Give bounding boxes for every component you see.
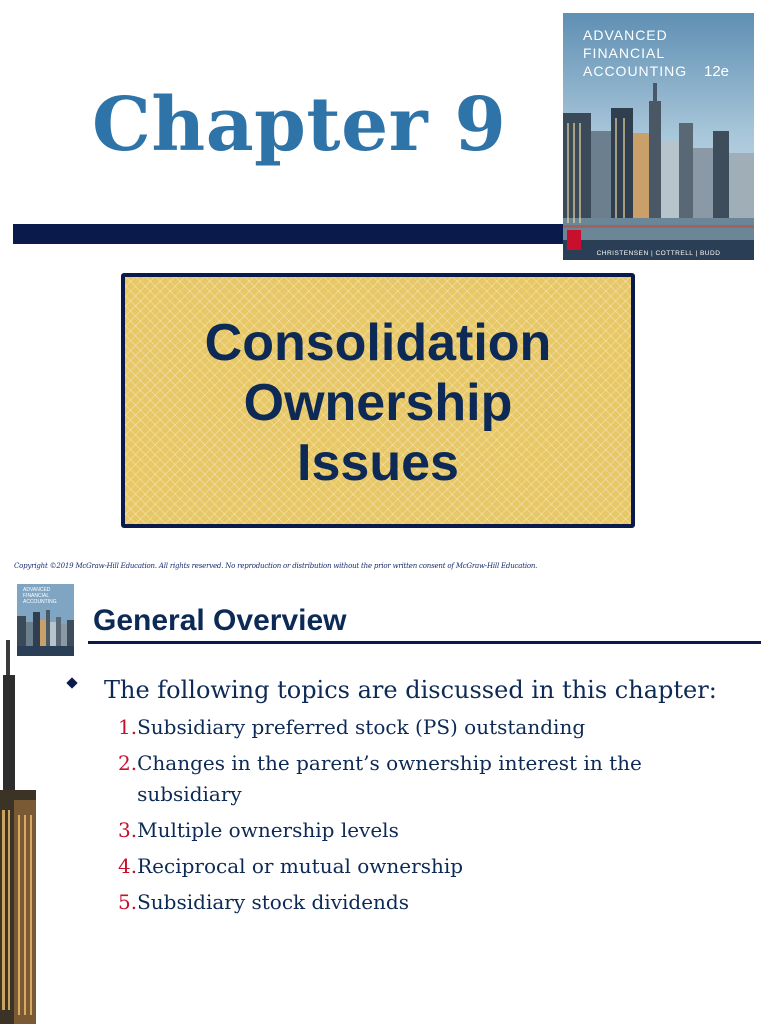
topic-item [118,851,718,882]
book-cover-thumbnail [17,584,74,656]
topic-number: 3. [118,818,138,842]
chapter-topic-title [125,313,631,493]
topic-item [118,712,718,743]
chapter-topic-line: Ownership [243,374,513,432]
topic-text: Changes in the parent’s ownership interest in the subsidiary [137,751,642,806]
cover-authors: CHRISTENSEN | COTTRELL | BUDD [596,250,721,257]
chapter-topic-line: Consolidation [204,314,552,372]
chapter-topic-line: Issues [297,434,459,492]
topic-item [118,887,718,918]
book-cover-image [563,13,754,260]
topic-text: Reciprocal or mutual ownership [137,854,464,878]
chapter-title: Chapter 9 [92,82,507,168]
topic-text: Subsidiary stock dividends [137,890,409,914]
topic-text: Multiple ownership levels [137,818,399,842]
thumbnail-title: ADVANCED FINANCIAL ACCOUNTING [23,587,57,605]
topic-list [118,712,718,923]
title-divider [13,224,573,244]
topic-number: 2. [118,751,138,775]
cover-edition: 12e [704,63,730,80]
topic-number: 1. [118,715,138,739]
chapter-topic-box [121,273,635,528]
section-title: General Overview [93,604,347,637]
topic-item [118,815,718,846]
intro-text: The following topics are discussed in this chapter: [104,676,717,704]
publisher-logo [567,230,581,250]
topic-number: 5. [118,890,138,914]
cover-title: ADVANCED FINANCIAL ACCOUNTING [583,27,688,79]
diamond-bullet-icon [66,677,77,688]
topic-text: Subsidiary preferred stock (PS) outstanding [137,715,586,739]
topic-item [118,748,718,810]
topic-number: 4. [118,854,138,878]
section-divider [88,641,761,644]
copyright-notice: Copyright ©2019 McGraw-Hill Education. All rights reserved. No reproduction or distribution without the prior written consent of McGraw-Hill Education. [14,562,538,570]
side-building-image [0,640,36,1024]
